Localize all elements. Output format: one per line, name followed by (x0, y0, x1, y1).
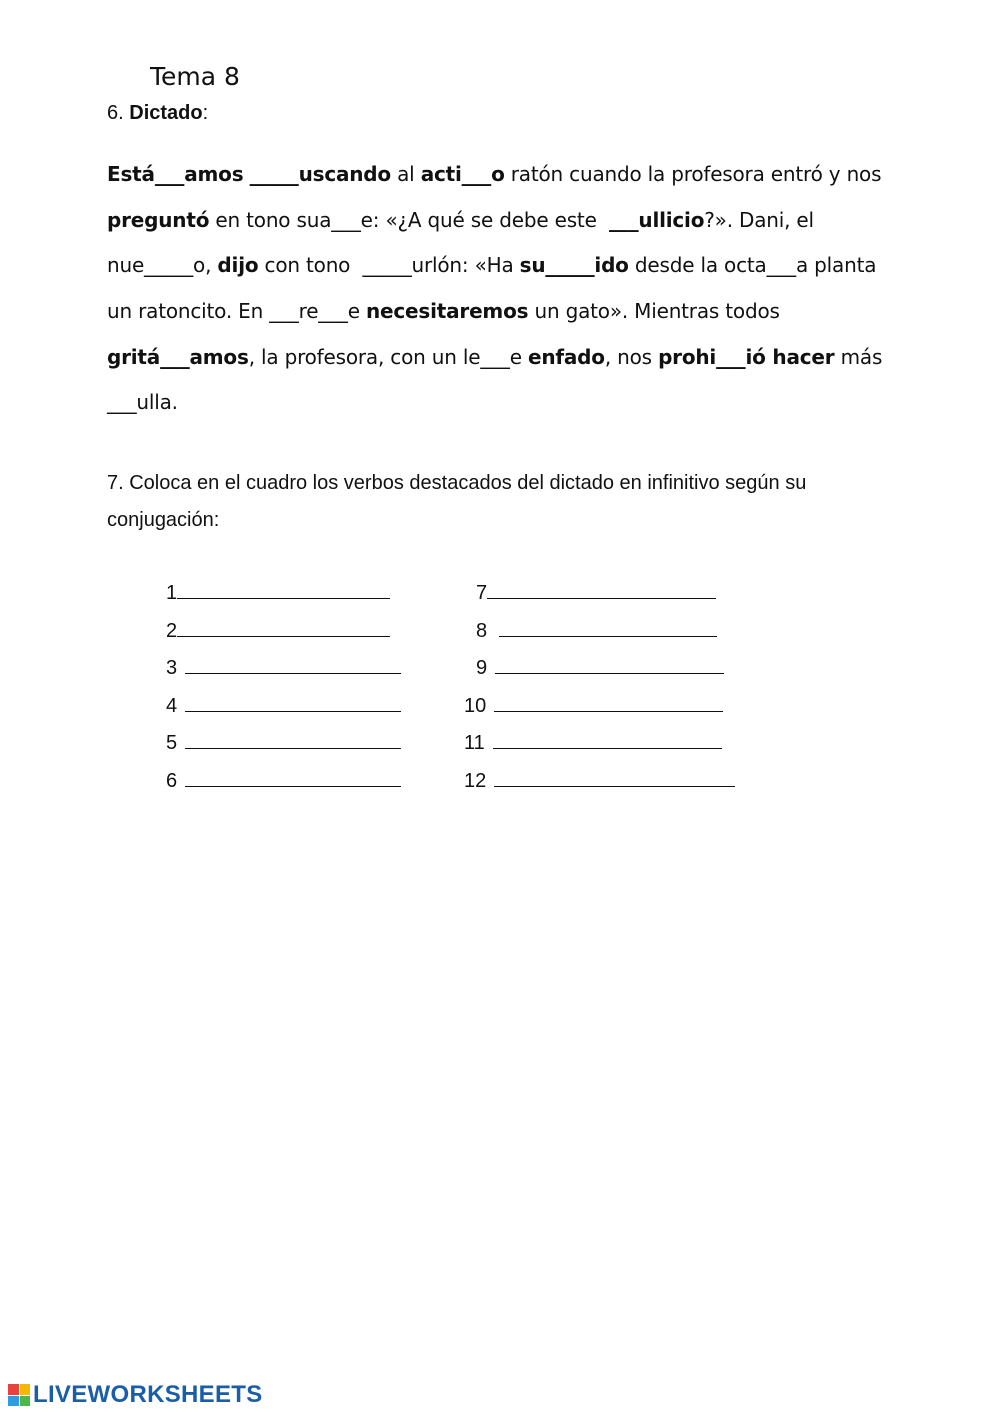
text-fragment: un gato». Mientras todos (528, 299, 780, 324)
answer-blank[interactable] (185, 728, 401, 749)
page-title: Tema 8 (150, 62, 240, 91)
answer-blank[interactable] (499, 616, 717, 637)
dictation-line-3 (107, 247, 937, 293)
text-fragment: , nos (604, 344, 659, 369)
dictation-line-1 (107, 156, 937, 202)
answer-blank[interactable] (185, 691, 401, 712)
answer-row (476, 616, 717, 646)
liveworksheets-logo[interactable] (8, 1380, 263, 1410)
blank-word: acti___o (420, 162, 505, 186)
logo-square (8, 1396, 19, 1407)
answer-number: 9 (476, 657, 488, 679)
answer-row (166, 691, 401, 721)
logo-square (20, 1396, 31, 1407)
logo-text: LIVEWORKSHEETS (33, 1381, 263, 1408)
text-fragment: ___ulla. (107, 390, 178, 415)
section-6-title: Dictado (129, 102, 203, 124)
answer-row (166, 616, 390, 646)
verb-word: Está___amos (107, 162, 244, 186)
text-fragment: al (390, 162, 421, 186)
answer-blank[interactable] (494, 766, 735, 787)
answer-number: 10 (464, 695, 487, 717)
verb-word: prohi___ió hacer (658, 344, 835, 369)
answer-row (166, 766, 401, 796)
logo-square (8, 1384, 19, 1395)
answer-row (166, 728, 401, 758)
section-7-instructions: 7. Coloca en el cuadro los verbos destacados del dictado en infinitivo según su conjugación: (107, 472, 807, 531)
answer-blank[interactable] (177, 578, 390, 599)
blank-word: enfado (527, 344, 605, 369)
answer-row (166, 578, 390, 608)
answer-number: 2 (166, 620, 178, 642)
text-fragment: ratón cuando la profesora entró y nos (504, 162, 882, 186)
dictation-line-5 (107, 339, 937, 385)
answer-blank[interactable] (494, 691, 723, 712)
answer-number: 12 (464, 770, 487, 792)
logo-square (20, 1384, 31, 1395)
text-fragment: , la profesora, con un le___e (248, 344, 528, 369)
text-fragment: un ratoncito. En ___re___e (107, 299, 366, 324)
answer-row (476, 578, 716, 608)
section-6-number: 6. (107, 102, 124, 124)
answer-blank[interactable] (177, 616, 390, 637)
answer-row (476, 653, 724, 683)
answer-number: 4 (166, 695, 178, 717)
blank-word: ___ullicio (609, 207, 705, 232)
verb-word: gritá___amos (107, 344, 249, 369)
answer-number: 7 (476, 582, 488, 604)
answer-number: 8 (476, 620, 488, 642)
logo-blocks-icon (8, 1384, 30, 1406)
verb-word: su_____ido (519, 253, 629, 278)
text-fragment: nue_____o, (107, 253, 218, 278)
verb-word: preguntó (107, 207, 210, 232)
answer-blank[interactable] (185, 766, 401, 787)
text-fragment: ?». Dani, el (704, 207, 814, 232)
answer-row (464, 728, 722, 758)
section-6-heading (107, 102, 208, 125)
section-6-colon: : (202, 102, 209, 124)
answer-blank[interactable] (185, 653, 401, 674)
text-fragment: más (834, 344, 883, 369)
answer-blank[interactable] (493, 728, 722, 749)
answer-row (166, 653, 401, 683)
verb-word: _____uscando (249, 162, 391, 186)
answer-number: 1 (166, 582, 178, 604)
answer-number: 5 (166, 732, 178, 754)
answer-number: 3 (166, 657, 178, 679)
verb-word: dijo (217, 253, 259, 278)
text-fragment: con tono _____urlón: «Ha (258, 253, 520, 278)
verb-word: necesitaremos (365, 299, 529, 324)
dictation-line-6 (107, 384, 937, 430)
dictation-line-4 (107, 293, 937, 339)
dictation-line-2 (107, 202, 937, 248)
answer-row (464, 691, 723, 721)
text-fragment: desde la octa___a planta (628, 253, 877, 278)
text-fragment: en tono sua___e: «¿A qué se debe este (209, 207, 609, 232)
answer-number: 6 (166, 770, 178, 792)
answer-blank[interactable] (495, 653, 724, 674)
answer-number: 11 (464, 732, 485, 754)
answer-blank[interactable] (487, 578, 716, 599)
dictation-text (107, 156, 937, 430)
answer-row (464, 766, 735, 796)
